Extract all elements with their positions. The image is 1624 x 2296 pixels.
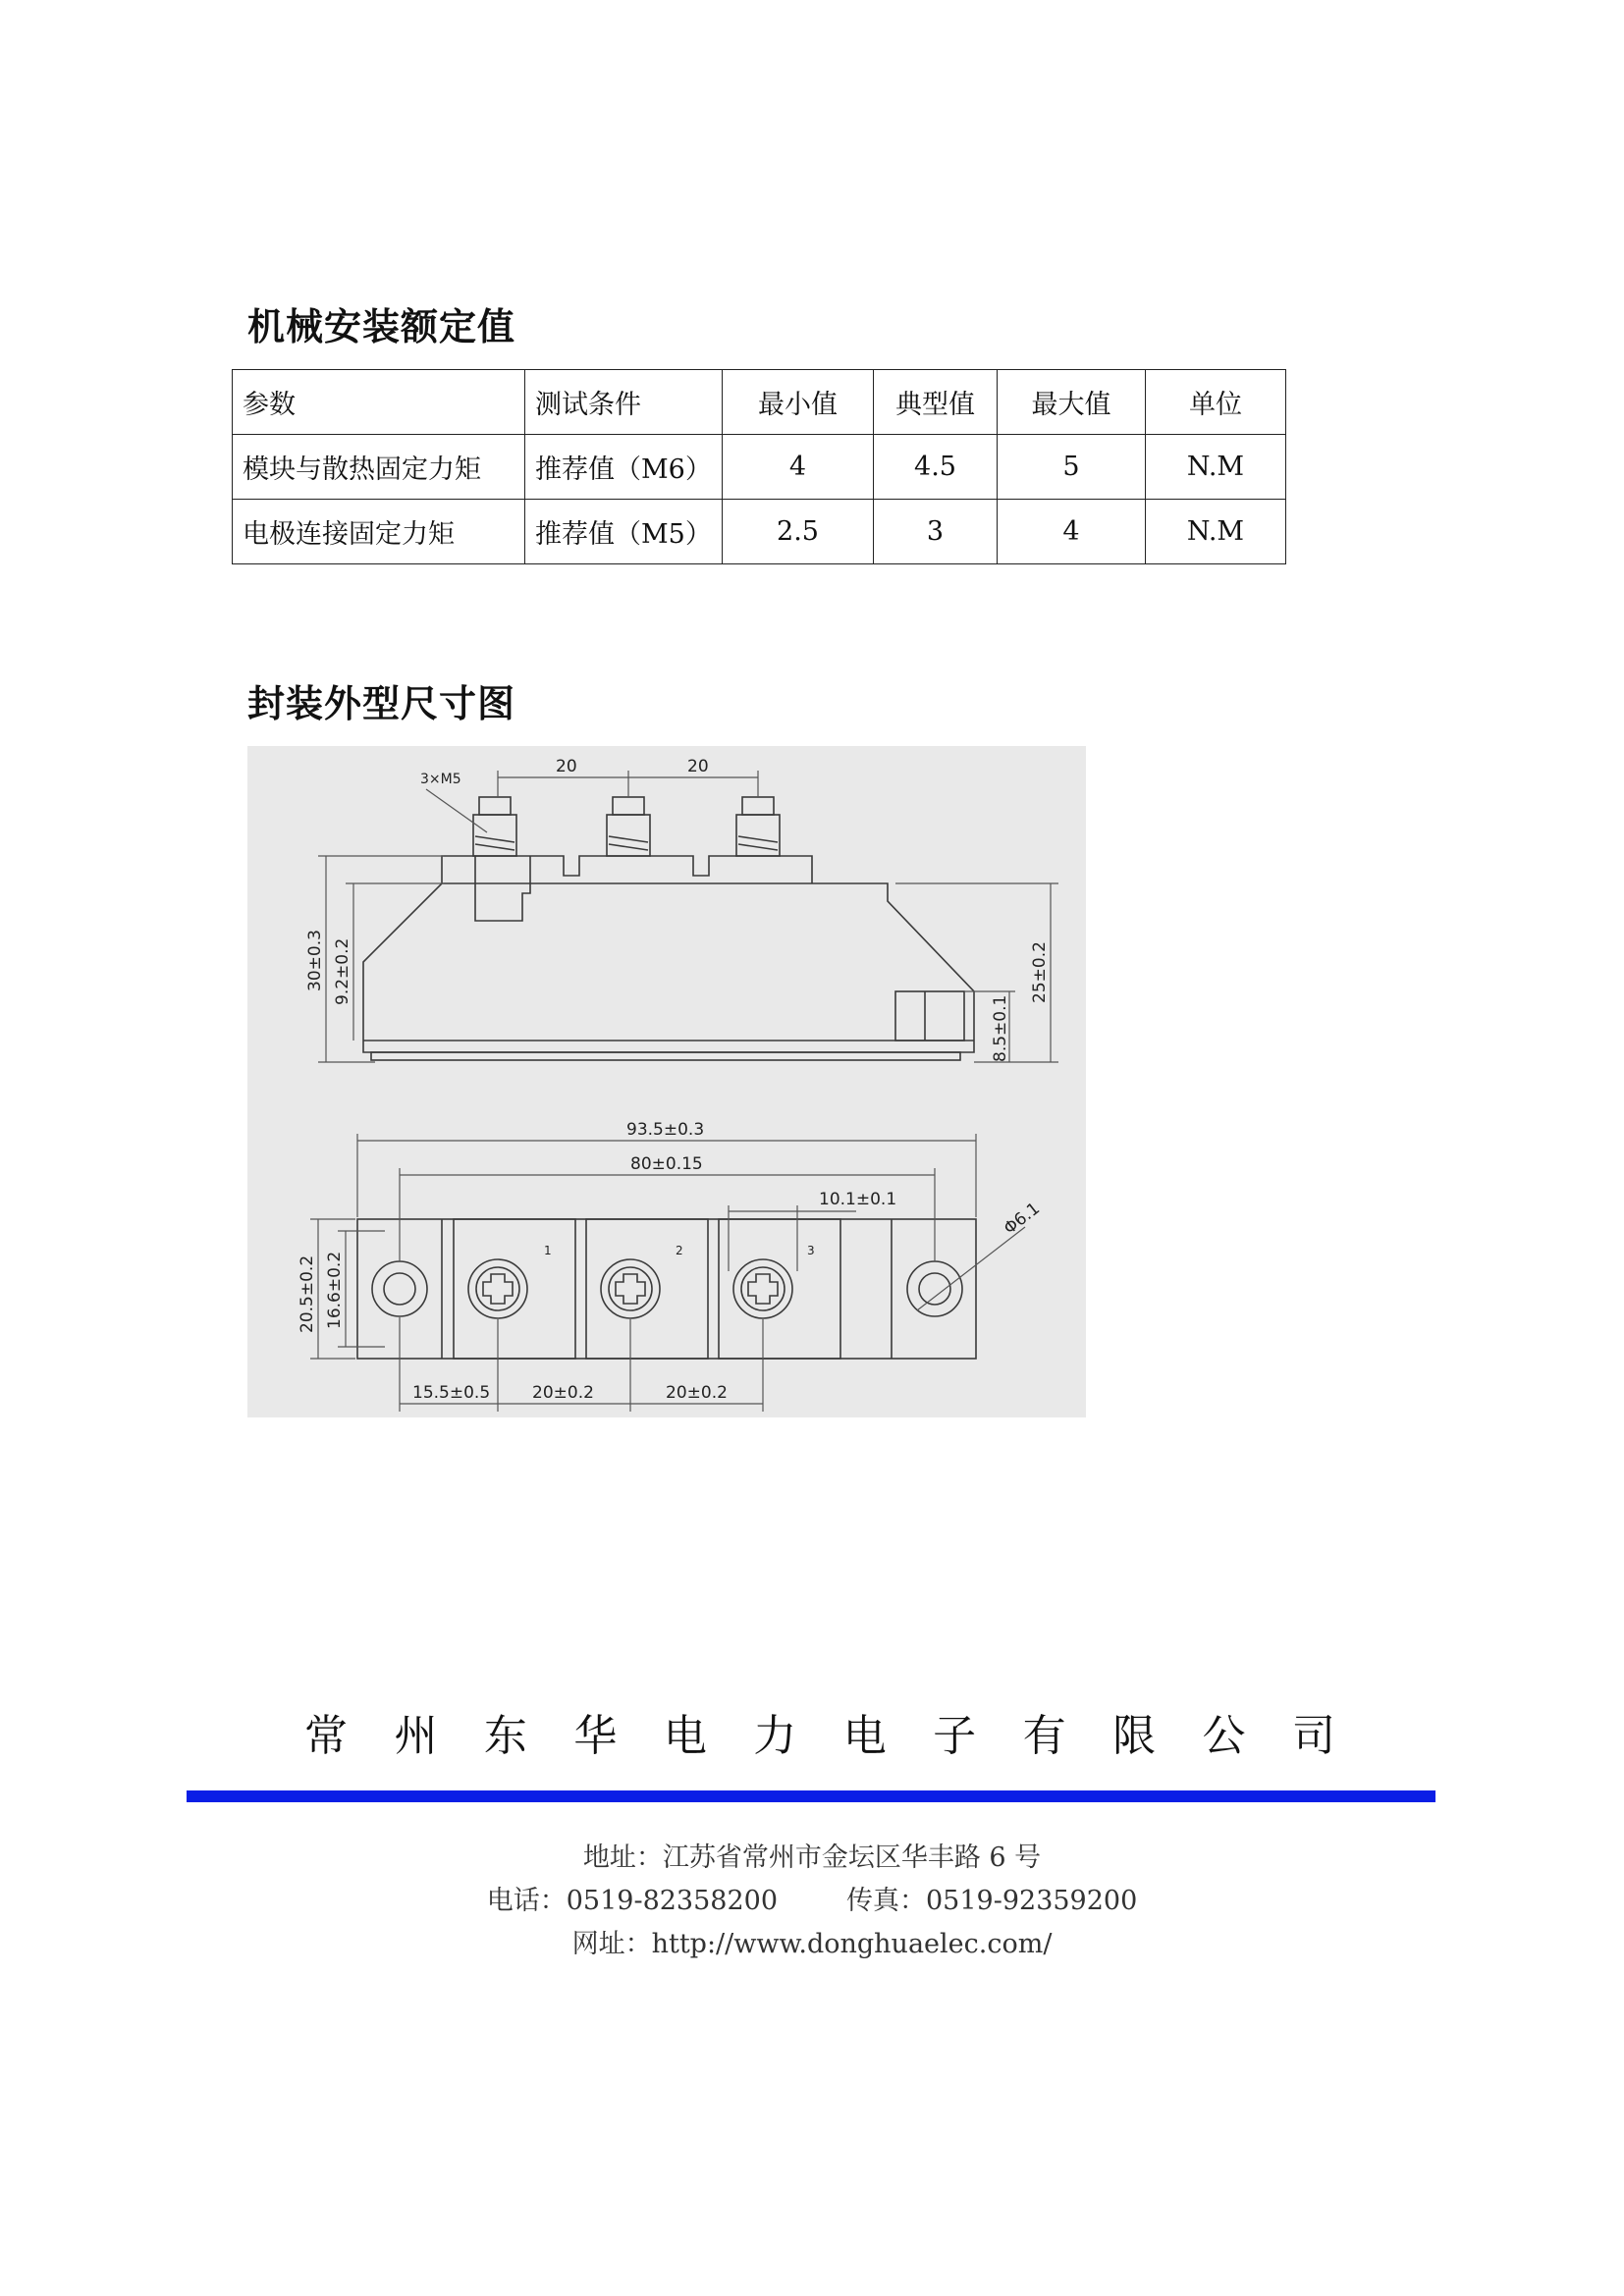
footer-divider-bar <box>187 1790 1435 1802</box>
terminal-number-1: 1 <box>544 1244 552 1257</box>
company-char: 电 <box>663 1711 707 1761</box>
side-view <box>305 757 1058 1062</box>
table-row <box>233 500 1286 564</box>
dim-width-inner: 16.6±0.2 <box>325 1251 345 1329</box>
dim-height-right: 25±0.2 <box>1030 941 1050 1003</box>
footer-website[interactable]: 网址：http://www.donghuaelec.com/ <box>571 1929 1053 1959</box>
header-cell: 最大值 <box>998 370 1146 435</box>
dim-height-body: 9.2±0.2 <box>333 937 352 1005</box>
header-cell: 典型值 <box>874 370 998 435</box>
header-cell: 单位 <box>1146 370 1286 435</box>
dim-top-pitch-2: 20 <box>687 757 709 776</box>
table-cell: N.M <box>1146 500 1286 564</box>
company-char: 有 <box>1022 1711 1066 1761</box>
dim-width-total: 20.5±0.2 <box>298 1255 317 1333</box>
company-char: 司 <box>1291 1711 1335 1761</box>
table-cell: 4 <box>998 500 1146 564</box>
dim-height-total: 30±0.3 <box>305 930 325 991</box>
mounting-ratings-table <box>232 369 1286 564</box>
dim-length-total: 93.5±0.3 <box>626 1120 705 1140</box>
company-char: 限 <box>1112 1711 1157 1761</box>
footer-fax: 传真：0519-92359200 <box>846 1886 1138 1916</box>
table-header-row <box>233 370 1286 435</box>
header-cell: 测试条件 <box>525 370 723 435</box>
company-char: 电 <box>842 1711 887 1761</box>
outline-section-title: 封装外型尺寸图 <box>247 682 516 725</box>
terminal-number-2: 2 <box>676 1244 683 1257</box>
header-cell: 最小值 <box>723 370 874 435</box>
table-cell: 4 <box>723 435 874 500</box>
table-cell: 推荐值（M6） <box>525 435 723 500</box>
dim-hole-pitch: 80±0.15 <box>630 1154 703 1174</box>
footer-contact-line <box>0 1879 1624 1917</box>
top-view <box>298 1120 1044 1412</box>
package-outline-drawing <box>247 746 1086 1417</box>
footer-address: 地址：江苏省常州市金坛区华丰路 6 号 <box>582 1842 1042 1873</box>
company-char: 州 <box>394 1711 438 1761</box>
company-char: 东 <box>483 1711 527 1761</box>
company-name <box>304 1700 1335 1763</box>
header-cell: 参数 <box>233 370 525 435</box>
table-cell: 5 <box>998 435 1146 500</box>
dim-top-pitch-1: 20 <box>556 757 577 776</box>
dim-terminal-width: 10.1±0.1 <box>819 1190 897 1209</box>
dim-screw-note: 3×M5 <box>420 772 461 787</box>
table-cell: 2.5 <box>723 500 874 564</box>
company-char: 公 <box>1202 1711 1246 1761</box>
table-cell: 3 <box>874 500 998 564</box>
dim-hole-diameter: Φ6.1 <box>1000 1199 1044 1239</box>
table-cell: 推荐值（M5） <box>525 500 723 564</box>
dim-bottom-pitch-1: 20±0.2 <box>532 1383 594 1403</box>
dim-edge-offset: 15.5±0.5 <box>412 1383 491 1403</box>
terminal-number-3: 3 <box>807 1244 815 1257</box>
table-row <box>233 435 1286 500</box>
dim-height-foot: 8.5±0.1 <box>991 994 1010 1062</box>
company-char: 华 <box>573 1711 618 1761</box>
table-cell: 模块与散热固定力矩 <box>233 435 525 500</box>
dim-bottom-pitch-2: 20±0.2 <box>666 1383 728 1403</box>
mounting-section-title: 机械安装额定值 <box>247 305 516 348</box>
company-char: 子 <box>933 1711 977 1761</box>
table-cell: 4.5 <box>874 435 998 500</box>
company-char: 力 <box>753 1711 797 1761</box>
table-cell: 电极连接固定力矩 <box>233 500 525 564</box>
footer-phone: 电话：0519-82358200 <box>486 1886 778 1916</box>
company-char: 常 <box>304 1711 348 1761</box>
table-cell: N.M <box>1146 435 1286 500</box>
